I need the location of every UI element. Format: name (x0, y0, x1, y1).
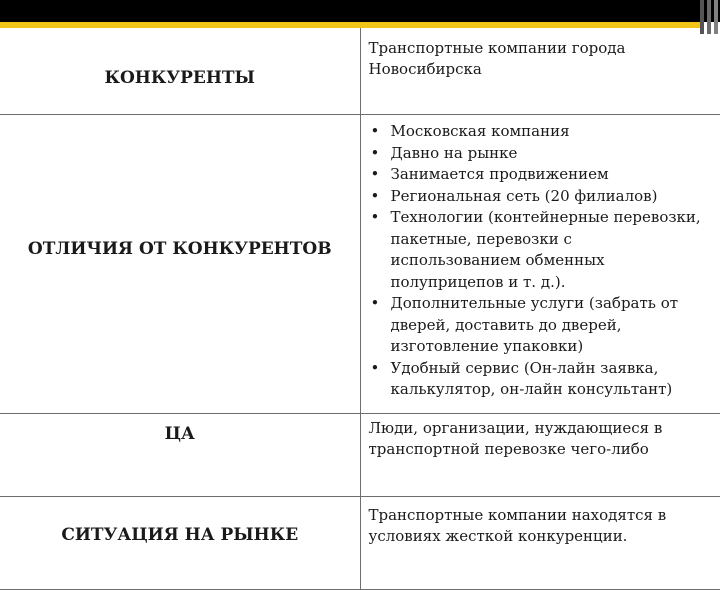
row-value-target-audience: Люди, организации, нуждающиеся в транспортной перевозке чего-либо (368, 419, 663, 458)
row-value-cell (360, 497, 720, 590)
row-value-cell (360, 414, 720, 497)
competitors-table (0, 28, 720, 590)
list-item: • Московская компания (391, 121, 707, 143)
list-item: • Дополнительные услуги (забрать от дверей, доставить до дверей, изготовление упаковки) (391, 293, 707, 358)
row-label-cell (0, 497, 360, 590)
row-label-target-audience: ЦА (164, 424, 195, 444)
row-value-competitors: Транспортные компании города Новосибирска (368, 39, 626, 78)
row-label-cell (0, 28, 360, 115)
row-label-market-situation: СИТУАЦИЯ НА РЫНКЕ (61, 525, 299, 545)
list-item: • Региональная сеть (20 филиалов) (391, 186, 707, 208)
slide-top-bar (0, 0, 720, 22)
list-item: • Удобный сервис (Он-лайн заявка, калькулятор, он-лайн консультант) (391, 358, 707, 401)
row-value-market-situation: Транспортные компании находятся в условиях жесткой конкуренции. (368, 506, 667, 545)
row-label-competitors: КОНКУРЕНТЫ (104, 68, 255, 88)
table-row (0, 414, 720, 497)
table-row (0, 115, 720, 414)
list-item: • Технологии (контейнерные перевозки, пакетные, перевозки с использованием обменных полуприцепов и т. д.). (391, 207, 707, 293)
table-row (0, 28, 720, 115)
row-label-differences: ОТЛИЧИЯ ОТ КОНКУРЕНТОВ (27, 239, 332, 259)
row-value-cell (360, 28, 720, 115)
row-label-cell (0, 414, 360, 497)
list-item: • Занимается продвижением (391, 164, 707, 186)
differences-list (369, 121, 707, 401)
table-row (0, 497, 720, 590)
list-item: • Давно на рынке (391, 143, 707, 165)
row-label-cell (0, 115, 360, 414)
row-value-cell (360, 115, 720, 414)
